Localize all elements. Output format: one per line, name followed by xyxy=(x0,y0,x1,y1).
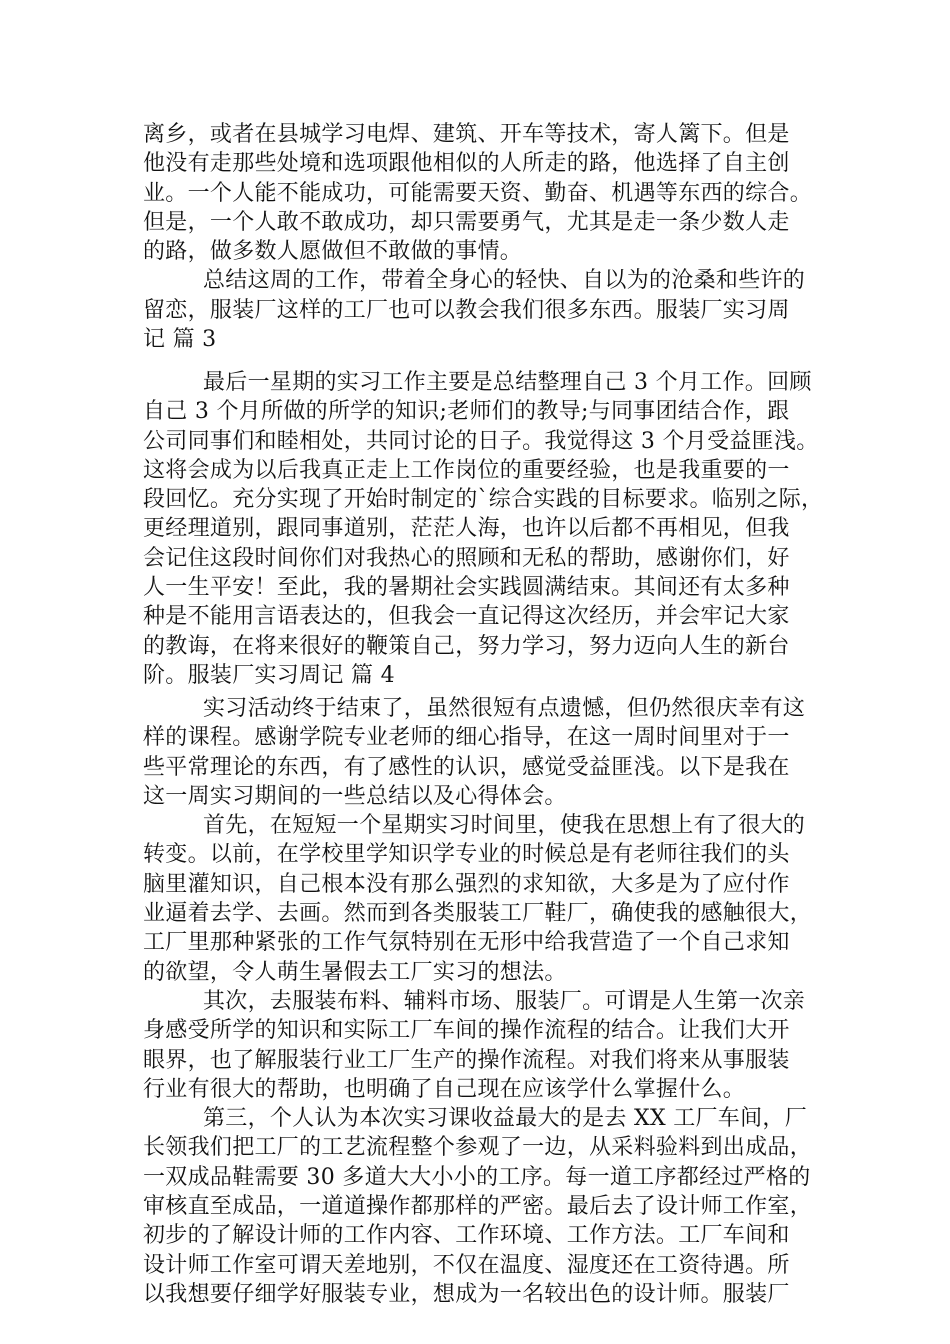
text-line: 这将会成为以后我真正走上工作岗位的重要经验，也是我重要的一 xyxy=(143,457,790,483)
text-line: 其次，去服装布料、辅料市场、服装厂。可谓是人生第一次亲 xyxy=(203,988,806,1014)
text-line: 些平常理论的东西，有了感性的认识，感觉受益匪浅。以下是我在 xyxy=(143,754,790,780)
text-line: 脑里灌知识，自己根本没有那么强烈的求知欲，大多是为了应付作 xyxy=(143,871,790,897)
text-line: 审核直至成品，一道道操作都那样的严密。最后去了设计师工作室， xyxy=(143,1194,813,1220)
text-line: 人一生平安！至此，我的暑期社会实践圆满结束。其间还有太多种 xyxy=(143,575,790,601)
paragraph-block-2 xyxy=(143,368,833,690)
text-line: 一双成品鞋需要 30 多道大大小小的工序。每一道工序都经过严格的 xyxy=(143,1164,811,1190)
text-line: 的路，做多数人愿做但不敢做的事情。 xyxy=(143,239,523,265)
text-line: 第三，个人认为本次实习课收益最大的是去 XX 工厂车间，厂 xyxy=(203,1106,808,1132)
text-line: 初步的了解设计师的工作内容、工作环境、工作方法。工厂车间和 xyxy=(143,1223,790,1249)
text-line: 行业有很大的帮助，也明确了自己现在应该学什么掌握什么。 xyxy=(143,1076,746,1102)
text-line: 公司同事们和睦相处，共同讨论的日子。我觉得这 3 个月受益匪浅。 xyxy=(143,428,819,454)
text-line: 种是不能用言语表达的，但我会一直记得这次经历，并会牢记大家 xyxy=(143,604,790,630)
text-line: 但是，一个人敢不敢成功，却只需要勇气，尤其是走一条少数人走 xyxy=(143,209,790,235)
text-line: 业逼着去学、去画。然而到各类服装工厂鞋厂，确使我的感触很大， xyxy=(143,901,813,927)
text-line: 设计师工作室可谓天差地别，不仅在温度、湿度还在工资待遇。所 xyxy=(143,1252,790,1278)
text-line: 段回忆。充分实现了开始时制定的`综合实践的目标要求。临别之际， xyxy=(143,487,824,513)
text-line: 他没有走那些处境和选项跟他相似的人所走的路，他选择了自主创 xyxy=(143,151,790,177)
text-line: 离乡，或者在县城学习电焊、建筑、开车等技术，寄人篱下。但是 xyxy=(143,122,790,147)
text-line: 会记住这段时间你们对我热心的照顾和无私的帮助，感谢你们，好 xyxy=(143,545,790,571)
text-line: 的教诲，在将来很好的鞭策自己，努力学习，努力迈向人生的新台 xyxy=(143,633,790,659)
section-heading: 记 篇 3 xyxy=(143,327,217,353)
text-line: 工厂里那种紧张的工作气氛特别在无形中给我营造了一个自己求知 xyxy=(143,930,790,956)
text-line: 转变。以前，在学校里学知识学专业的时候总是有老师往我们的头 xyxy=(143,842,790,868)
text-line: 实习活动终于结束了，虽然很短有点遗憾，但仍然很庆幸有这 xyxy=(203,696,806,721)
text-line: 首先，在短短一个星期实习时间里，使我在思想上有了很大的 xyxy=(203,813,806,839)
text-line: 身感受所学的知识和实际工厂车间的操作流程的结合。让我们大开 xyxy=(143,1018,790,1044)
text-line: 业。一个人能不能成功，可能需要天资、勤奋、机遇等东西的综合。 xyxy=(143,180,813,206)
text-line: 总结这周的工作，带着全身心的轻快、自以为的沧桑和些许的 xyxy=(203,268,806,294)
text-line: 以我想要仔细学好服装专业，想成为一名较出色的设计师。服装厂 xyxy=(143,1281,790,1307)
text-line: 这一周实习期间的一些总结以及心得体会。 xyxy=(143,783,567,809)
paragraph-block-3 xyxy=(143,694,833,1309)
section-heading: 阶。服装厂实习周记 篇 4 xyxy=(143,662,395,688)
text-line: 的欲望，令人萌生暑假去工厂实习的想法。 xyxy=(143,959,567,985)
text-line: 样的课程。感谢学院专业老师的细心指导，在这一周时间里对于一 xyxy=(143,725,790,751)
text-line: 长领我们把工厂的工艺流程整个参观了一边，从采料验料到出成品， xyxy=(143,1135,813,1161)
text-line: 更经理道别，跟同事道别，茫茫人海，也许以后都不再相见，但我 xyxy=(143,516,790,542)
text-line: 自己 3 个月所做的所学的知识;老师们的教导;与同事团结合作，跟 xyxy=(143,399,790,425)
paragraph-block-1 xyxy=(143,120,833,354)
text-line: 最后一星期的实习工作主要是总结整理自己 3 个月工作。回顾 xyxy=(203,370,812,395)
text-line: 留恋，服装厂这样的工厂也可以教会我们很多东西。服装厂实习周 xyxy=(143,297,790,323)
text-line: 眼界，也了解服装行业工厂生产的操作流程。对我们将来从事服装 xyxy=(143,1047,790,1073)
